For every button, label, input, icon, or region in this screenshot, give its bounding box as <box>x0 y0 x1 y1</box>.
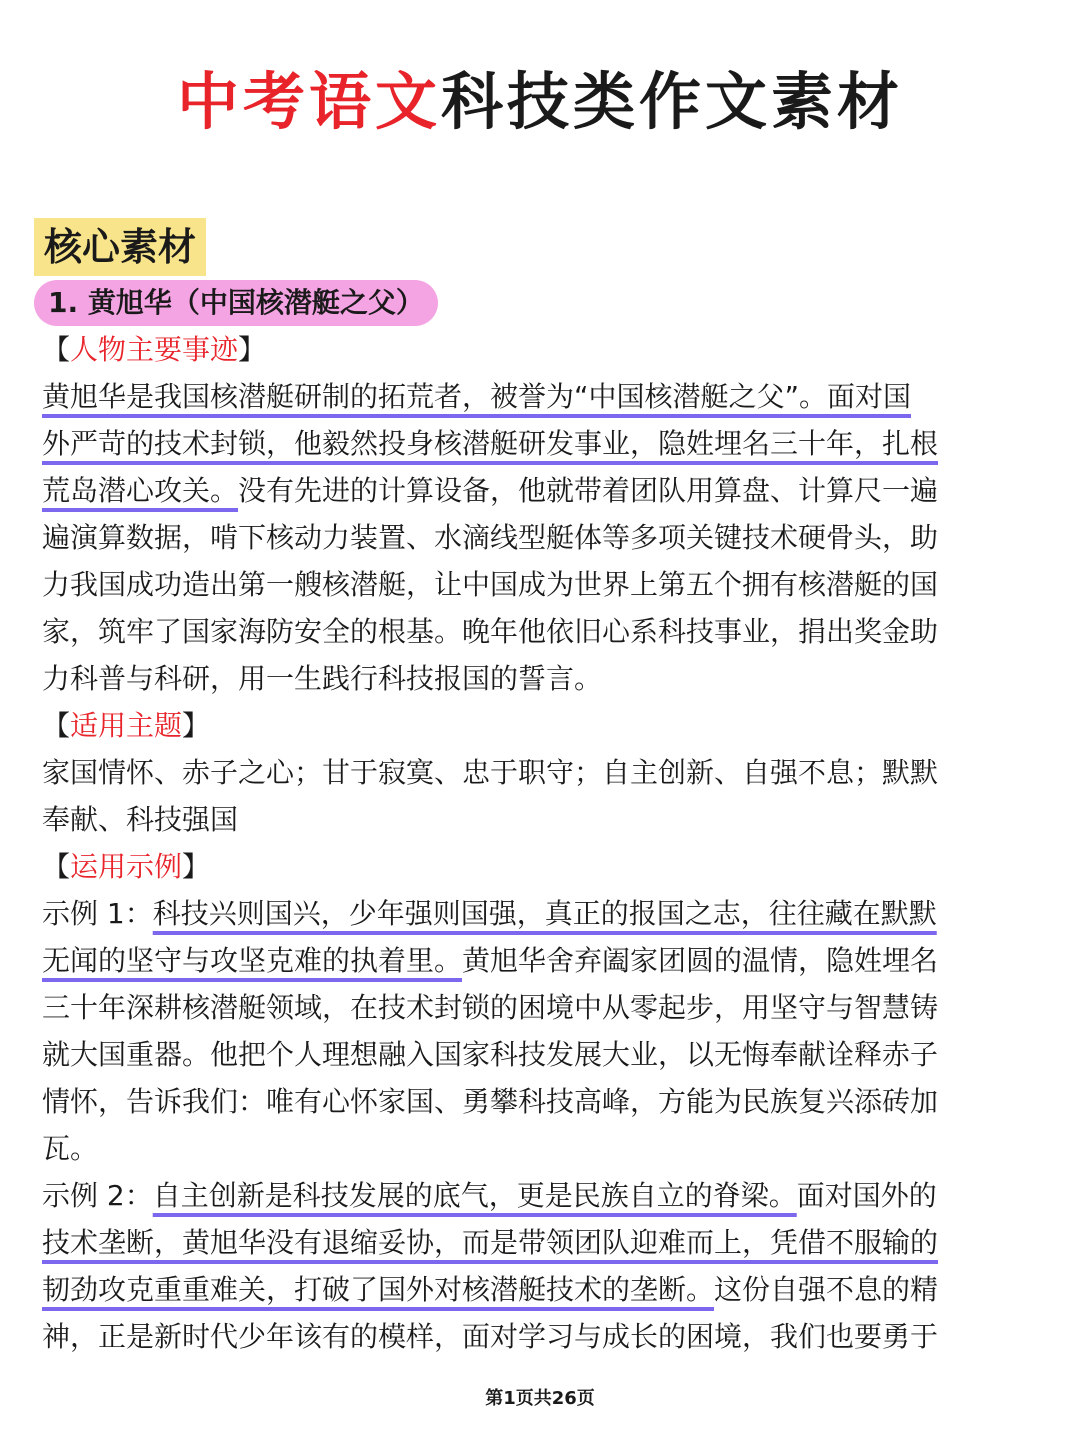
text-line <box>42 984 1032 1031</box>
underlined-text: 韧劲攻克重重难关，打破了国外对核潜艇技术的垄断。 <box>42 1273 715 1306</box>
page-title <box>0 62 1080 142</box>
underlined-text: 外严苛的技术封锁，他毅然投身核潜艇研发事业，隐姓埋名三十年，扎根 <box>42 427 939 460</box>
text-line <box>42 1266 1032 1313</box>
underlined-text: 黄旭华是我国核潜艇研制的拓荒者，被誉为“中国核潜艇之父”。面对国 <box>42 380 912 413</box>
text-line <box>42 937 1032 984</box>
underlined-text: 荒岛潜心攻关。 <box>42 474 239 507</box>
text-line <box>42 1313 1032 1360</box>
bracket-open: 【 <box>42 333 71 366</box>
body-text: 情怀，告诉我们：唯有心怀家国、勇攀科技高峰，方能为民族复兴添砖加 <box>42 1085 939 1118</box>
body-text: 示例 2： <box>42 1179 153 1212</box>
text-line <box>42 1172 1032 1219</box>
body-text: 这份自强不息的精 <box>714 1273 939 1306</box>
underlined-text: 自主创新是科技发展的底气，更是民族自立的脊梁。 <box>152 1179 797 1212</box>
body-text: 面对国外的 <box>796 1179 937 1212</box>
bracket-open: 【 <box>42 850 71 883</box>
text-line <box>42 1219 1032 1266</box>
examples-heading-text: 运用示例 <box>70 850 183 883</box>
bracket-open: 【 <box>42 709 71 742</box>
body-text: 力我国成功造出第一艘核潜艇，让中国成为世界上第五个拥有核潜艇的国 <box>42 568 939 601</box>
bracket-close: 】 <box>182 850 211 883</box>
body-text: 黄旭华舍弃阖家团圆的温情，隐姓埋名 <box>462 944 939 977</box>
body-text: 神，正是新时代少年该有的模样，面对学习与成长的困境，我们也要勇于 <box>42 1320 939 1353</box>
themes-paragraph <box>42 749 1032 843</box>
underlined-text: 技术垄断，黄旭华没有退缩妥协，而是带领团队迎难而上，凭借不服输的 <box>42 1226 939 1259</box>
examples-heading <box>42 843 1032 890</box>
text-line <box>42 467 1032 514</box>
text-line <box>42 1125 1032 1172</box>
body-text: 三十年深耕核潜艇领域，在技术封锁的困境中从零起步，用坚守与智慧铸 <box>42 991 939 1024</box>
body-text: 瓦。 <box>42 1132 99 1165</box>
person-title: 1. 黄旭华（中国核潜艇之父） <box>34 280 438 326</box>
text-line <box>42 1078 1032 1125</box>
body-text: 力科普与科研，用一生践行科技报国的誓言。 <box>42 662 603 695</box>
body-text: 就大国重器。他把个人理想融入国家科技发展大业，以无悔奉献诠释赤子 <box>42 1038 939 1071</box>
underlined-text: 科技兴则国兴，少年强则国强，真正的报国之志，往往藏在默默 <box>152 897 937 930</box>
bracket-close: 】 <box>182 709 211 742</box>
themes-heading-text: 适用主题 <box>70 709 183 742</box>
section-title: 核心素材 <box>34 218 206 276</box>
body-text: 示例 1： <box>42 897 153 930</box>
events-heading-text: 人物主要事迹 <box>70 333 239 366</box>
text-line <box>42 749 1032 796</box>
title-red-part: 中考语文 <box>176 65 441 138</box>
text-line <box>42 608 1032 655</box>
underlined-text: 无闻的坚守与攻坚克难的执着里。 <box>42 944 463 977</box>
text-line <box>42 655 1032 702</box>
content-body <box>42 326 1032 1360</box>
body-text: 遍演算数据，啃下核动力装置、水滴线型艇体等多项关键技术硬骨头，助 <box>42 521 939 554</box>
page-footer: 第1页共26页 <box>485 1388 595 1409</box>
text-line <box>42 1031 1032 1078</box>
text-line <box>42 373 1032 420</box>
example-2-paragraph <box>42 1172 1032 1360</box>
text-line <box>42 796 1032 843</box>
themes-heading <box>42 702 1032 749</box>
text-line <box>42 514 1032 561</box>
text-line <box>42 561 1032 608</box>
text-line <box>42 890 1032 937</box>
title-black-part: 科技类作文素材 <box>441 65 904 138</box>
body-text: 奉献、科技强国 <box>42 803 239 836</box>
events-paragraph <box>42 373 1032 702</box>
bracket-close: 】 <box>238 333 267 366</box>
body-text: 没有先进的计算设备，他就带着团队用算盘、计算尺一遍 <box>238 474 939 507</box>
body-text: 家，筑牢了国家海防安全的根基。晚年他依旧心系科技事业，捐出奖金助 <box>42 615 939 648</box>
text-line <box>42 420 1032 467</box>
example-1-paragraph <box>42 890 1032 1172</box>
body-text: 家国情怀、赤子之心；甘于寂寞、忠于职守；自主创新、自强不息；默默 <box>42 756 939 789</box>
events-heading <box>42 326 1032 373</box>
